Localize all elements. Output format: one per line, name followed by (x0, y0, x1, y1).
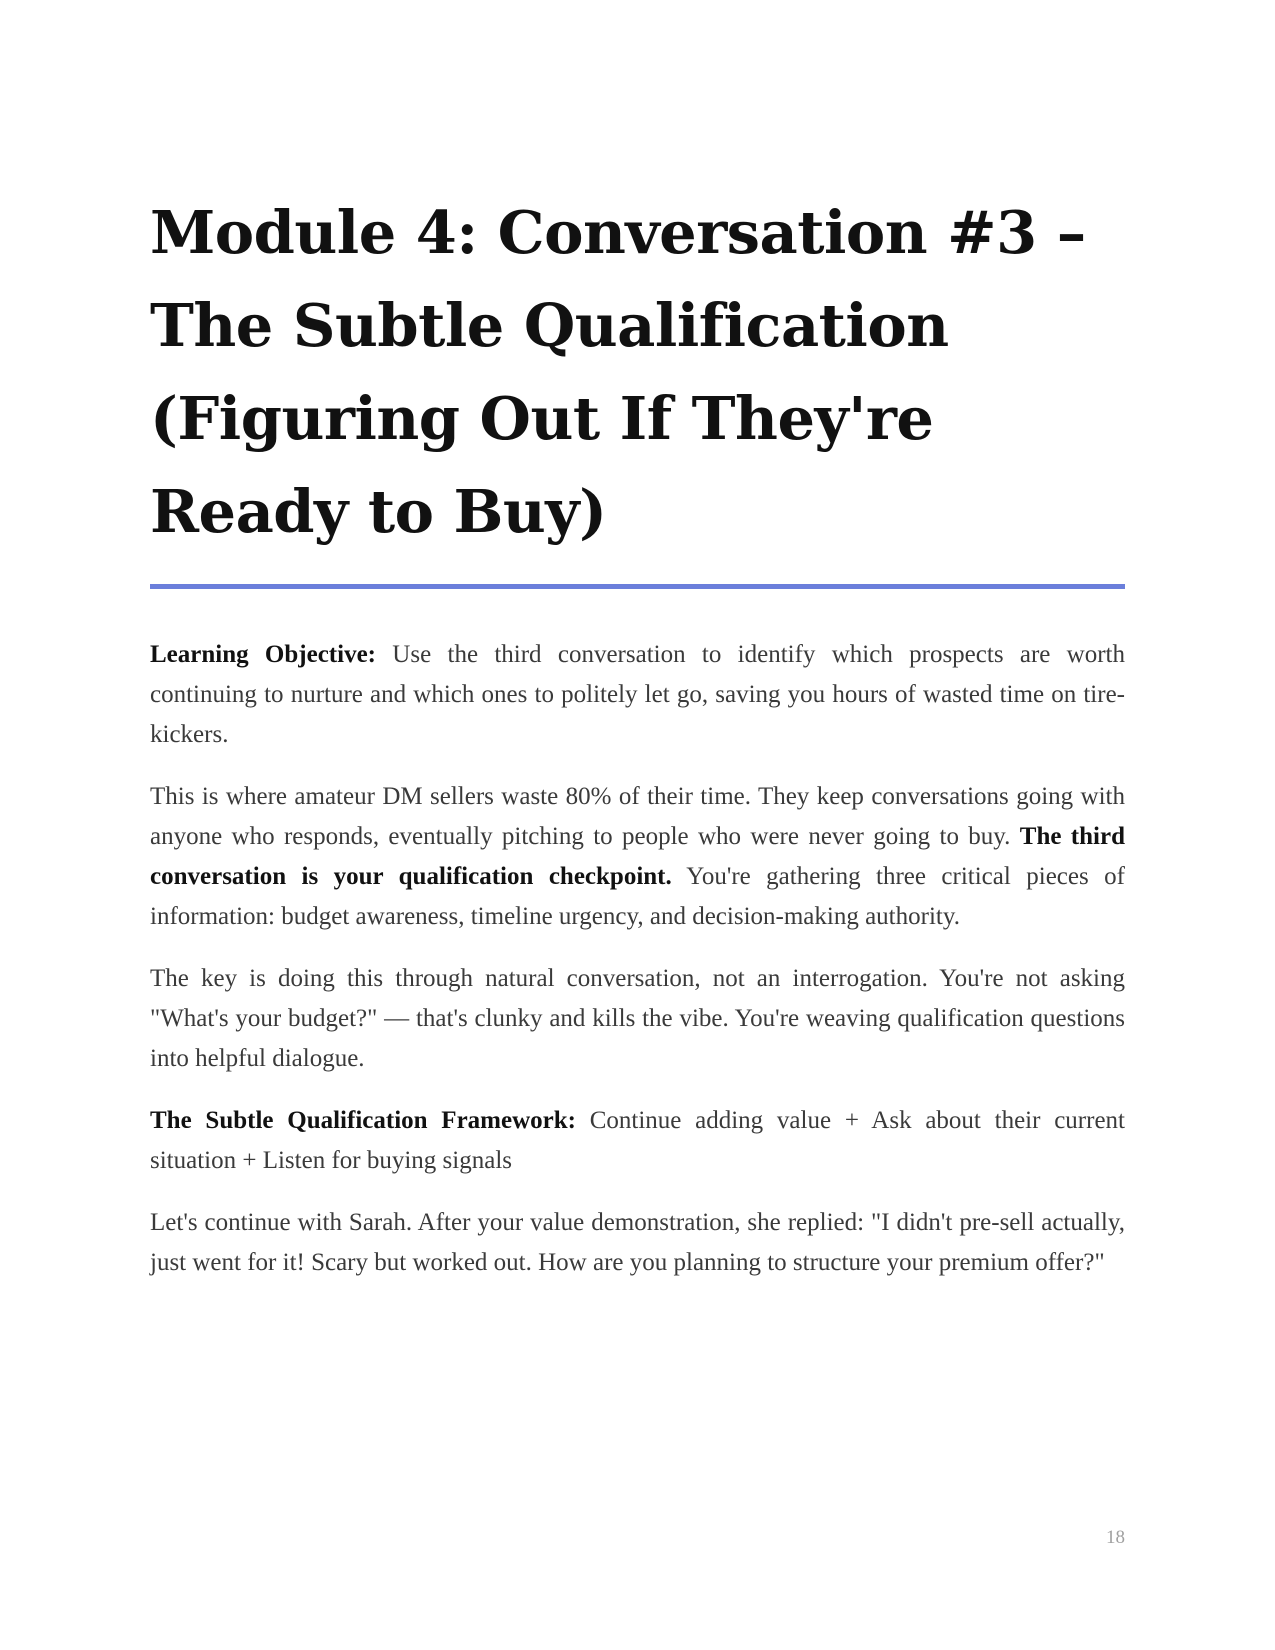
learning-objective-label: Learning Objective: (150, 641, 376, 668)
learning-objective-text: Use the third conversation to identify which prospects are worth continuing to nurture and which ones to politely let go, saving you hours of wasted time on tire-kickers. (150, 641, 1126, 748)
module-title: Module 4: Conversation #3 – The Subtle Qualification (Figuring Out If They're Ready to Buy) (150, 198, 1086, 546)
framework-text: Continue adding value + Ask about their current situation + Listen for buying signals (150, 1107, 1125, 1174)
paragraph-text: You're gathering three critical pieces of information: budget awareness, timeline urgency, and decision-making authority. (150, 863, 1125, 930)
title-divider (150, 584, 1125, 589)
learning-objective-paragraph (150, 635, 1125, 755)
framework-paragraph (150, 1101, 1125, 1181)
natural-conversation-paragraph: The key is doing this through natural conversation, not an interrogation. You're not asking "What's your budget?" — that's clunky and kills the vibe. You're weaving qualification questions into helpful dialogue. (150, 965, 1125, 1072)
page-number: 18 (1106, 1527, 1125, 1548)
page-content (150, 186, 1125, 1305)
checkpoint-emphasis: The third conversation is your qualification checkpoint. (150, 823, 1125, 890)
paragraph-text: This is where amateur DM sellers waste 80% of their time. They keep conversations going with anyone who responds, eventually pitching to people who were never going to buy. (150, 783, 1125, 850)
sarah-example-paragraph: Let's continue with Sarah. After your value demonstration, she replied: "I didn't pre-sell actually, just went for it! Scary but worked out. How are you planning to structure your premium offer?" (150, 1209, 1125, 1276)
qualification-checkpoint-paragraph (150, 777, 1125, 937)
framework-label: The Subtle Qualification Framework: (150, 1107, 576, 1134)
body-text (150, 635, 1125, 1283)
